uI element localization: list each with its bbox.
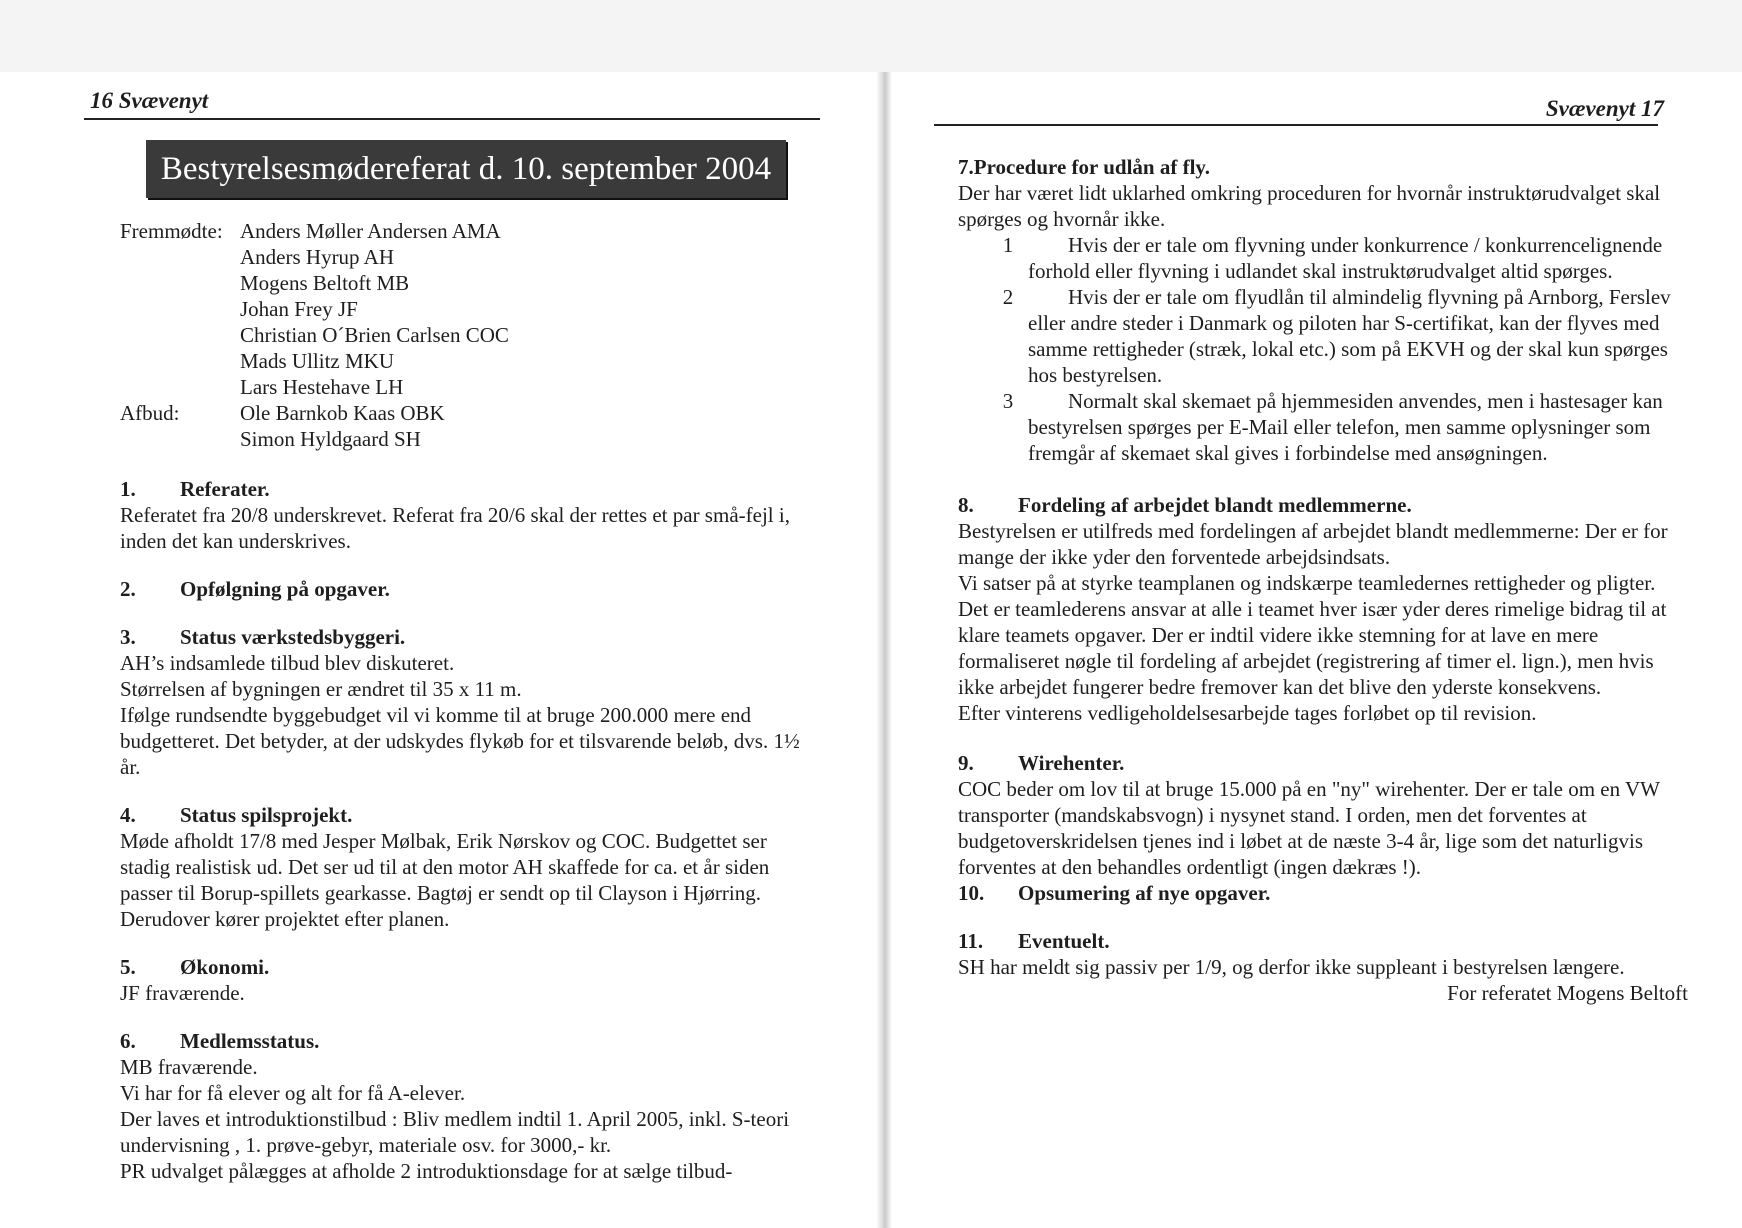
procedure-list [958,232,1688,466]
section-number: 11. [958,929,984,953]
section-title: Opfølgning på opgaver. [180,577,390,601]
section-10 [958,880,1688,906]
section-text: Størrelsen af bygningen er ændret til 35 x 11 m. [120,677,522,701]
list-item [988,388,1688,466]
list-text: Normalt skal skemaet på hjemmesiden anvendes, men i hastesager kan bestyrelsen spørges per E-Mail eller telefon, men samme oplysninger som fremgår af skemaet skal gives i forbindelse med ansøgningen. [1028,389,1663,465]
section-heading [958,750,1688,776]
signoff: For referatet Mogens Beltoft [1447,981,1688,1005]
section-title: Opsumering af nye opgaver. [1018,881,1271,905]
attendee: Anders Hyrup AH [240,245,394,269]
section-number: 6. [120,1029,136,1053]
list-number: 1 [1002,233,1014,257]
section-text: Efter vinterens vedligeholdelsesarbejde tages forløbet op til revision. [958,701,1537,725]
attendee: Mads Ullitz MKU [240,349,394,373]
attendance-label: Fremmødte: [120,219,223,243]
section-text: Referatet fra 20/8 underskrevet. Referat fra 20/6 skal der rettes et par små-fejl i, inden det kan underskrives. [120,503,790,553]
section-text: Vi har for få elever og alt for få A-elever. [120,1081,466,1105]
section-number: 8. [958,493,974,517]
left-running-head: 16 Svævenyt [90,88,209,113]
section-title: Referater. [180,477,270,501]
list-text: Hvis der er tale om flyvning under konkurrence / konkurrencelignende forhold eller flyvning i udlandet skal instruktørudvalget altid spørges. [1028,233,1663,283]
list-text: Hvis der er tale om flyudlån til almindelig flyvning på Arnborg, Ferslev eller andre steder i Danmark og piloten har S-certifikat, kan der flyves med samme rettigheder (stræk, lokal etc.) som på EKVH og der skal kun spørges hos bestyrelsen. [1028,285,1671,387]
list-item [988,284,1688,388]
section-text: COC beder om lov til at bruge 15.000 på en "ny" wirehenter. Der er tale om en VW transporter (mandskabsvogn) i nysynet stand. I orden, men det forventes at budgetoverskridelsen tjenes ind i løbet at de næste 3-4 år, lige som det naturligvis forventes at den behandles ordentligt (ingen dækræs !). [958,777,1660,879]
list-item [988,232,1688,284]
section-heading [120,576,810,602]
right-page [892,72,1742,1228]
section-text: JF fraværende. [120,981,245,1005]
absence-label: Afbud: [120,401,180,425]
section-heading [120,624,810,650]
section-title: Medlemsstatus. [180,1029,320,1053]
section-text: Vi satser på at styrke teamplanen og indskærpe teamledernes rettigheder og pligter. Det er teamlederens ansvar at alle i teamet hver især yder deres rimelige bidrag til at klare teamets opgaver. Der er indtil videre ikke stemning for at lave en mere formaliseret nøgle til fordeling af arbejdet (registrering af timer el. lign.), men hvis ikke arbejdet fungerer bedre fremover kan det blive den yderste konsekvens. [958,571,1667,699]
section-heading [120,476,810,502]
section-heading: 7.Procedure for udlån af fly. [958,155,1210,179]
section-text: Ifølge rundsendte byggebudget vil vi komme til at bruge 200.000 mere end budgetteret. Det betyder, at der udskydes flykøb for et tilsvarende beløb, dvs. 1½ år. [120,703,800,779]
section-text: Der har været lidt uklarhed omkring proceduren for hvornår instruktørudvalget skal spørges og hvornår ikke. [958,181,1661,231]
section-heading [120,802,810,828]
section-1 [120,476,810,554]
right-content [958,154,1688,1006]
list-number: 2 [1002,285,1014,309]
section-number: 2. [120,577,136,601]
section-number: 5. [120,955,136,979]
section-2 [120,576,810,602]
section-11 [958,928,1688,1006]
section-title: Eventuelt. [1018,929,1110,953]
section-number: 4. [120,803,136,827]
section-title: Økonomi. [180,955,270,979]
scan-background [0,0,1742,72]
section-text: SH har meldt sig passiv per 1/9, og derfor ikke suppleant i bestyrelsen længere. [958,955,1625,979]
section-text: Møde afholdt 17/8 med Jesper Mølbak, Erik Nørskov og COC. Budgettet ser stadig realistisk ud. Det ser ud til at den motor AH skaffede for ca. et år siden passer til Borup-spillets gearkasse. Bagtøj er sendt op til Clayson i Hjørring. Derudover kører projektet efter planen. [120,829,770,931]
section-text: Der laves et introduktionstilbud : Bliv medlem indtil 1. April 2005, inkl. S-teori undervisning , 1. prøve-gebyr, materiale osv. for 3000,- kr. [120,1107,790,1157]
book-spine [876,72,892,1228]
section-number: 3. [120,625,136,649]
section-number: 1. [120,477,136,501]
list-number: 3 [1002,389,1014,413]
section-title: Status spilsprojekt. [180,803,353,827]
section-4 [120,802,810,932]
attendee: Anders Møller Andersen AMA [240,219,501,243]
section-heading [958,928,1688,954]
section-heading [120,1028,810,1054]
attendee: Mogens Beltoft MB [240,271,410,295]
document-title: Bestyrelsesmødereferat d. 10. september 2004 [146,140,786,198]
right-header-rule [934,124,1658,126]
section-6 [120,1028,810,1184]
section-title: Status værkstedsbyggeri. [180,625,406,649]
left-header-rule [84,118,820,120]
absentee: Simon Hyldgaard SH [240,427,421,451]
section-text: Bestyrelsen er utilfreds med fordelingen af arbejdet blandt medlemmerne: Der er for mange der ikke yder den forventede arbejdsindsats. [958,519,1668,569]
section-heading [120,954,810,980]
section-number: 10. [958,881,985,905]
section-3 [120,624,810,780]
section-text: MB fraværende. [120,1055,258,1079]
section-title: Fordeling af arbejdet blandt medlemmerne. [1018,493,1412,517]
section-title: Wirehenter. [1018,751,1125,775]
attendee: Johan Frey JF [240,297,358,321]
section-text: PR udvalget pålægges at afholde 2 introduktionsdage for at sælge tilbud- [120,1159,733,1183]
section-heading [958,880,1688,906]
section-text: AH’s indsamlede tilbud blev diskuteret. [120,651,455,675]
section-number: 9. [958,751,974,775]
signoff-row [958,980,1688,1006]
section-9 [958,750,1688,880]
section-heading [958,492,1688,518]
right-running-head: Svævenyt 17 [1545,96,1664,121]
absentee: Ole Barnkob Kaas OBK [240,401,445,425]
left-content [120,218,810,1184]
section-5 [120,954,810,1006]
attendance-block [120,218,810,452]
section-7 [958,154,1688,466]
attendee: Christian O´Brien Carlsen COC [240,323,509,347]
attendee: Lars Hestehave LH [240,375,404,399]
section-8 [958,492,1688,726]
left-page [0,72,878,1228]
